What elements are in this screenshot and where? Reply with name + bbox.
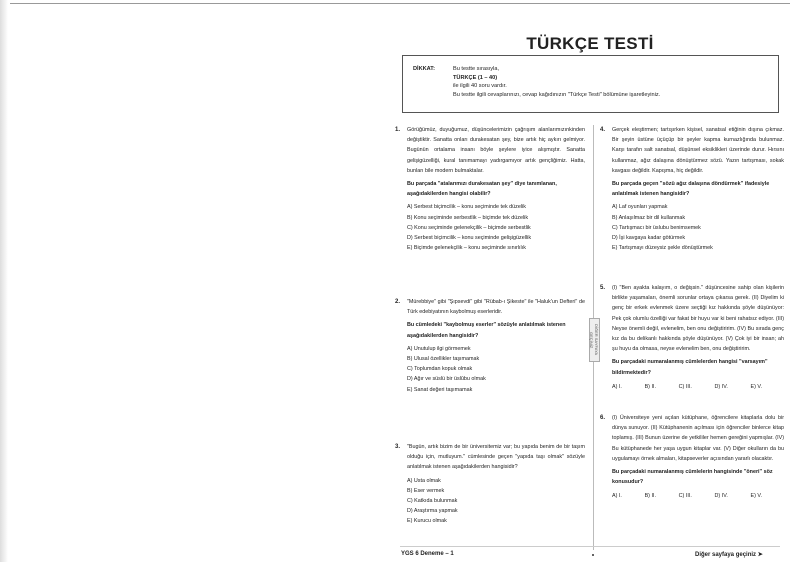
question-5 — [600, 283, 784, 392]
option[interactable]: D) Araştırma yapmak — [407, 508, 458, 515]
notice-text — [453, 65, 660, 99]
option[interactable]: A) I. — [612, 493, 622, 500]
option[interactable]: C) Toplumdan kopuk olmak — [407, 366, 473, 373]
question-text: "Mürebbiye" gibi "Şıpsevdi" gibi "Rübab-ı Şikeste" ile "Haluk'un Defteri" de Türk edebiyatının kaybolmuş eserleridir. — [407, 299, 585, 316]
notice-line: TÜRKÇE (1 – 40) — [453, 74, 498, 81]
option[interactable]: B) Konu seçiminde serbestlik – biçimde tek düzelik — [407, 214, 529, 221]
question-4 — [600, 125, 784, 253]
option[interactable]: B) Ulusal özellikler taşımamak — [407, 356, 480, 363]
question-text: Görüğümüz, duyuğumuz, düşüncelerimizin çağrışım alanlarımızınkinden değiştiktir. Sanatta onları durakesatan şey, bize artık hiç aykırı gelmiyor. Bugünün ortalama insanı böyle şeylere iyice alışmıştır. Sanatta gelişigüzelliği, kural tanımamayı yadırgamıyor artık gençliğimiz. Hatta, bunları bile modern bulmaktalar. — [407, 127, 585, 174]
option[interactable]: A) I. — [612, 383, 622, 390]
question-stem: Bu parçadaki numaralanmış cümlelerden hangisi "varsayım" bildirmektedir? — [612, 359, 768, 376]
option[interactable]: B) II. — [644, 383, 656, 390]
question-3 — [395, 442, 585, 527]
question-number: 3. — [395, 444, 401, 450]
notice-line: ile ilgili 40 soru vardır. — [453, 83, 507, 89]
page-edge-shadow — [0, 0, 8, 562]
option[interactable]: D) Serbest biçimcilik – konu seçiminde gelişigüzellik — [407, 235, 532, 242]
option[interactable]: B) II. — [644, 493, 656, 500]
option[interactable]: C) III. — [678, 383, 692, 390]
question-text: "Bugün, artık bizim de bir üniversitemiz var; bu yapıda benim de bir taşım olduğu için, mutluyum." cümlesinde geçen "yapıda taşı olmak" sözüyle anlatılmak istenen aşağıdakilerden hangisidir? — [407, 444, 585, 471]
option[interactable]: C) Katkıda bulunmak — [407, 498, 458, 505]
question-text: (I) "Ben ayakta kalayım, o değişsin." düşüncesine sahip olan kişilerin birlikte yaşamaları, önemli sorunlar ortaya çıkarsa gerek. (II) Diyelim ki genç bir erkek evlenmek üzere seçtiği kız hakkında şöyle düşünüyor: Pek çok olumlu özelliği var fakat bir huyu var ki beni rahatsız ediyor. (III) Neyse önemli değil, evlenelim, ben onu değiştiririm. (IV) Bu sırada genç kız da bu delikanlı hakkında şöyle düşünüyor. (V) Çok iyi bir insan; ah şu huyu da olmasa, neyse evlenelim ben, onu değiştiririm. — [612, 285, 784, 353]
question-stem: Bu parçadaki numaralanmış cümlelerin hangisinde "öneri" söz konusudur? — [612, 469, 773, 486]
notice-box — [402, 55, 779, 113]
notice-label: DİKKAT: — [413, 66, 435, 72]
footer-booklet-label: YGS 6 Deneme – 1 — [401, 551, 454, 557]
question-stem: Bu parçada "atalarımızı durakesatan şey" diye tanımlanan, aşağıdakilerden hangisi olabilir? — [407, 181, 557, 198]
options-row — [612, 491, 762, 501]
option[interactable]: E) V. — [750, 493, 762, 500]
option[interactable]: A) Laf oyunları yapmak — [612, 204, 668, 211]
option[interactable]: E) V. — [750, 383, 762, 390]
option[interactable]: C) Konu seçiminde gelenekçilik – biçimde serbestlik — [407, 224, 531, 231]
side-tab: DİĞER SAYFAYA GEÇİNİZ — [589, 318, 600, 362]
option[interactable]: E) Kurucu olmak — [407, 518, 447, 525]
option[interactable]: D) IV. — [714, 493, 728, 500]
question-number: 5. — [600, 285, 606, 291]
option[interactable]: B) Anlaşılmaz bir dil kullanmak — [612, 214, 686, 221]
question-2 — [395, 297, 585, 395]
question-stem: Bu cümledeki "kaybolmuş eserler" sözüyle anlatılmak istenen aşağıdakilerden hangisidir? — [407, 322, 566, 339]
question-stem: Bu parçada geçen "sözü ağız dalaşına döndürmek" ifadesiyle anlatılmak istenen hangisidir? — [612, 181, 770, 198]
option[interactable]: E) Tartışmayı düzeysiz şekle dönüştürmek — [612, 245, 713, 252]
question-number: 1. — [395, 127, 401, 133]
question-number: 2. — [395, 299, 401, 305]
option[interactable]: B) Eser vermek — [407, 487, 445, 494]
page-title: TÜRKÇE TESTİ — [526, 34, 654, 53]
question-number: 6. — [600, 415, 606, 421]
option[interactable]: A) Serbest biçimcilik – konu seçiminde tek düzelik — [407, 204, 526, 211]
question-1 — [395, 125, 585, 253]
notice-line: Bu testte sırasıyla, — [453, 66, 500, 72]
option[interactable]: D) IV. — [714, 383, 728, 390]
question-number: 4. — [600, 127, 606, 133]
option[interactable]: A) Unutulup ilgi görmemek — [407, 345, 471, 352]
option[interactable]: D) Ağır ve süslü bir üslûbu olmak — [407, 376, 486, 383]
question-text: Gerçek eleştirmen; tartışırken kişisel, sanatsal etiğinin dışına çıkmaz. Bir şeyin üstüne üçüçüp bir şeyler kapma kurnazlığında bulunmaz. Karşı tarafın salt sanatsal, düşünsel eksiklikleri üzerinde durur. Hırsını kullanmaz, ağız dalaşına dönüştürmez sözü. Yazın tartışması, sokak kavgası değildir. Kapışma, hiç değildir. — [612, 127, 784, 174]
option[interactable]: E) Sanat değeri taşımamak — [407, 386, 473, 393]
option[interactable]: C) Tartışmacı bir üslubu benimsemek — [612, 224, 701, 231]
top-rule — [10, 3, 790, 4]
footer-dot — [592, 554, 594, 556]
option[interactable]: C) III. — [678, 493, 692, 500]
option[interactable]: A) Usta olmak — [407, 477, 441, 484]
option[interactable]: E) Biçimde gelenekçilik – konu seçiminde sınırlılık — [407, 245, 526, 252]
question-6 — [600, 413, 784, 502]
option[interactable]: D) İşi kavgaya kadar götürmek — [612, 235, 686, 242]
question-text: (I) Üniversiteye yeni açılan kütüphane, öğrencilere kitaplarla dolu bir dünya sunuyor. (II) Kütüphanenin açılması için öğrenciler binlerce kitap toplamış. (III) Bunun üzerine de yetkililer hemen gereğini yapmışlar. (IV) Bu kütüphanede her yaşa uygun kitaplar var. (V) Diğer okulların da bu uygulamayı örnek almaları, kitapseverler açısından yararlı olacaktır. — [612, 415, 784, 462]
footer-rule — [400, 546, 780, 547]
notice-line: Bu testte ilgili cevaplarınızı, cevap kağıdınızın "Türkçe Testi" bölümüne işaretleyiniz. — [453, 91, 661, 98]
next-page-link[interactable]: Diğer sayfaya geçiniz ➤ — [695, 552, 763, 558]
options-row — [612, 382, 762, 392]
